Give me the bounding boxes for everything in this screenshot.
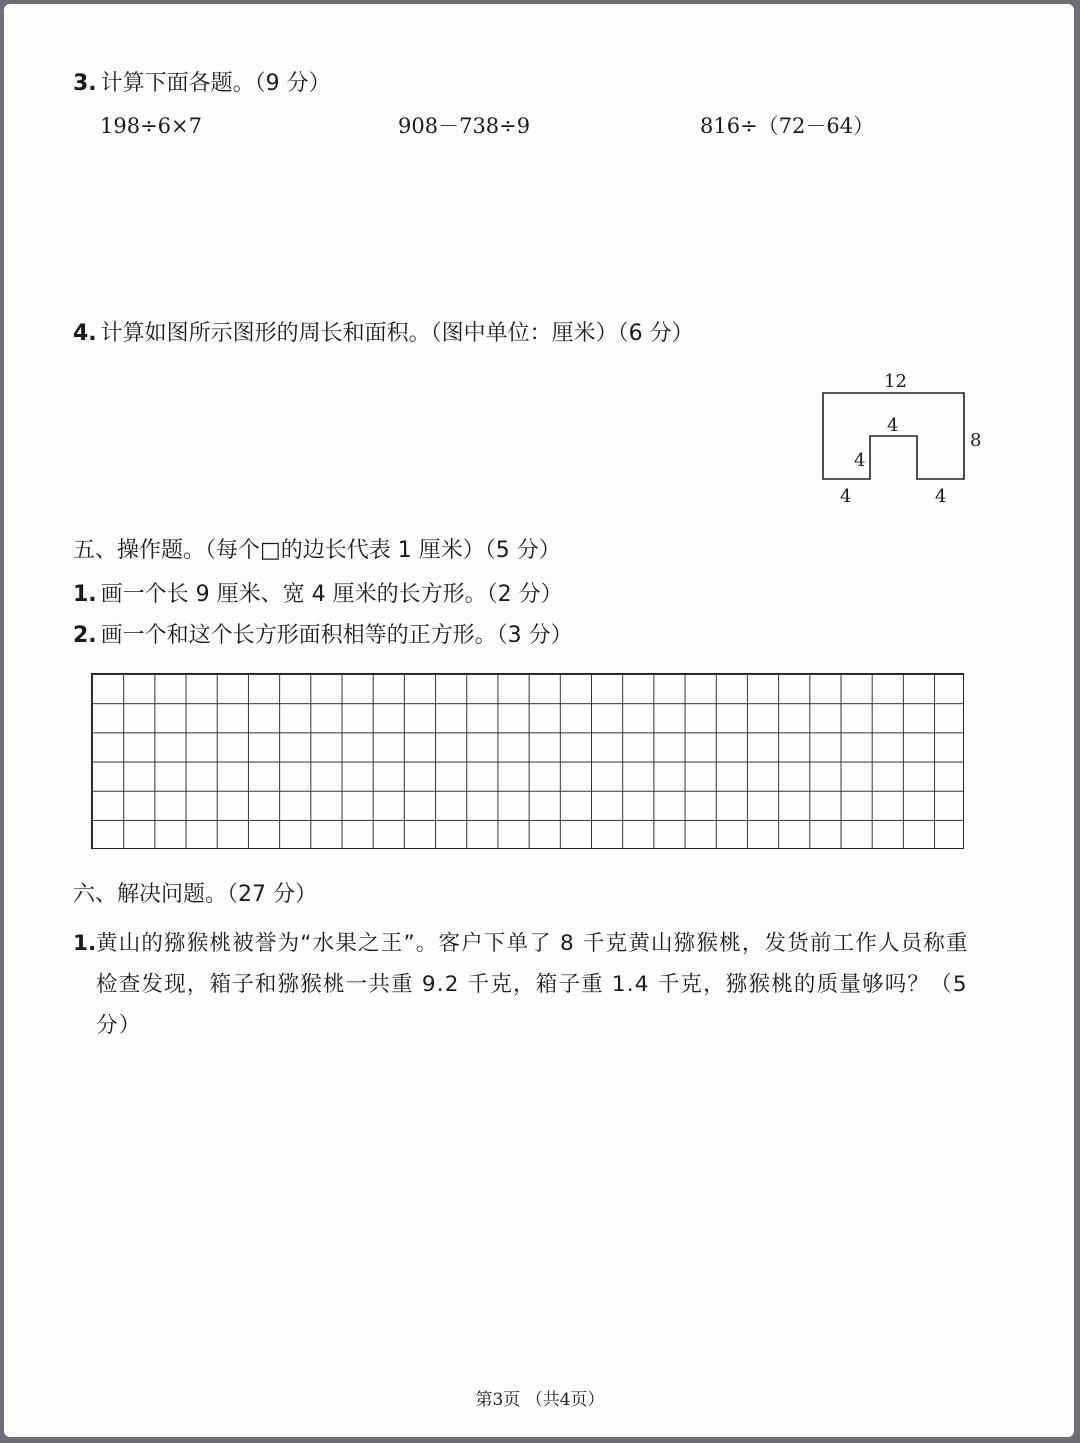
q4-title: 计算如图所示图形的周长和面积。（图中单位：厘米）（6 分） bbox=[100, 321, 694, 346]
drawing-grid[interactable] bbox=[91, 673, 964, 849]
label-notch-top: 4 bbox=[887, 415, 899, 436]
label-right: 8 bbox=[970, 430, 982, 451]
section5-item-2-text: 画一个和这个长方形面积相等的正方形。（3 分） bbox=[100, 623, 573, 648]
q3-expression-3: 816÷（72－64） bbox=[700, 114, 875, 138]
q3-number: 3. bbox=[73, 71, 97, 96]
q3-heading bbox=[73, 73, 331, 95]
section6-heading: 六、解决问题。（27 分） bbox=[73, 882, 317, 907]
section5-item-2-number: 2. bbox=[73, 623, 97, 648]
label-top: 12 bbox=[884, 371, 907, 392]
section6-q1-number: 1. bbox=[73, 931, 97, 956]
q4-figure bbox=[810, 365, 1000, 510]
label-bottom-left: 4 bbox=[840, 486, 852, 507]
page-footer: 第3页 （共4页） bbox=[475, 1390, 605, 1410]
q4-number: 4. bbox=[73, 321, 97, 346]
q4-heading bbox=[73, 323, 694, 345]
q3-expression-2: 908－738÷9 bbox=[398, 114, 531, 138]
section5-item-1-text: 画一个长 9 厘米、宽 4 厘米的长方形。（2 分） bbox=[100, 582, 563, 607]
section5-item-1-number: 1. bbox=[73, 582, 97, 607]
notched-shape bbox=[823, 393, 964, 479]
section5-item-2 bbox=[73, 625, 573, 647]
label-notch-height: 4 bbox=[854, 450, 866, 471]
section5-heading: 五、操作题。（每个□的边长代表 1 厘米）（5 分） bbox=[73, 538, 561, 563]
q3-title: 计算下面各题。（9 分） bbox=[100, 71, 331, 96]
label-bottom-right: 4 bbox=[935, 486, 947, 507]
section5-item-1 bbox=[73, 584, 563, 606]
section6-q1-text: 黄山的猕猴桃被誉为“水果之王”。客户下单了 8 千克黄山猕猴桃，发货前工作人员称重检查发现，箱子和猕猴桃一共重 9.2 千克，箱子重 1.4 千克，猕猴桃的质量够吗？（5 分） bbox=[96, 931, 969, 1038]
q3-expression-1: 198÷6×7 bbox=[100, 114, 202, 138]
